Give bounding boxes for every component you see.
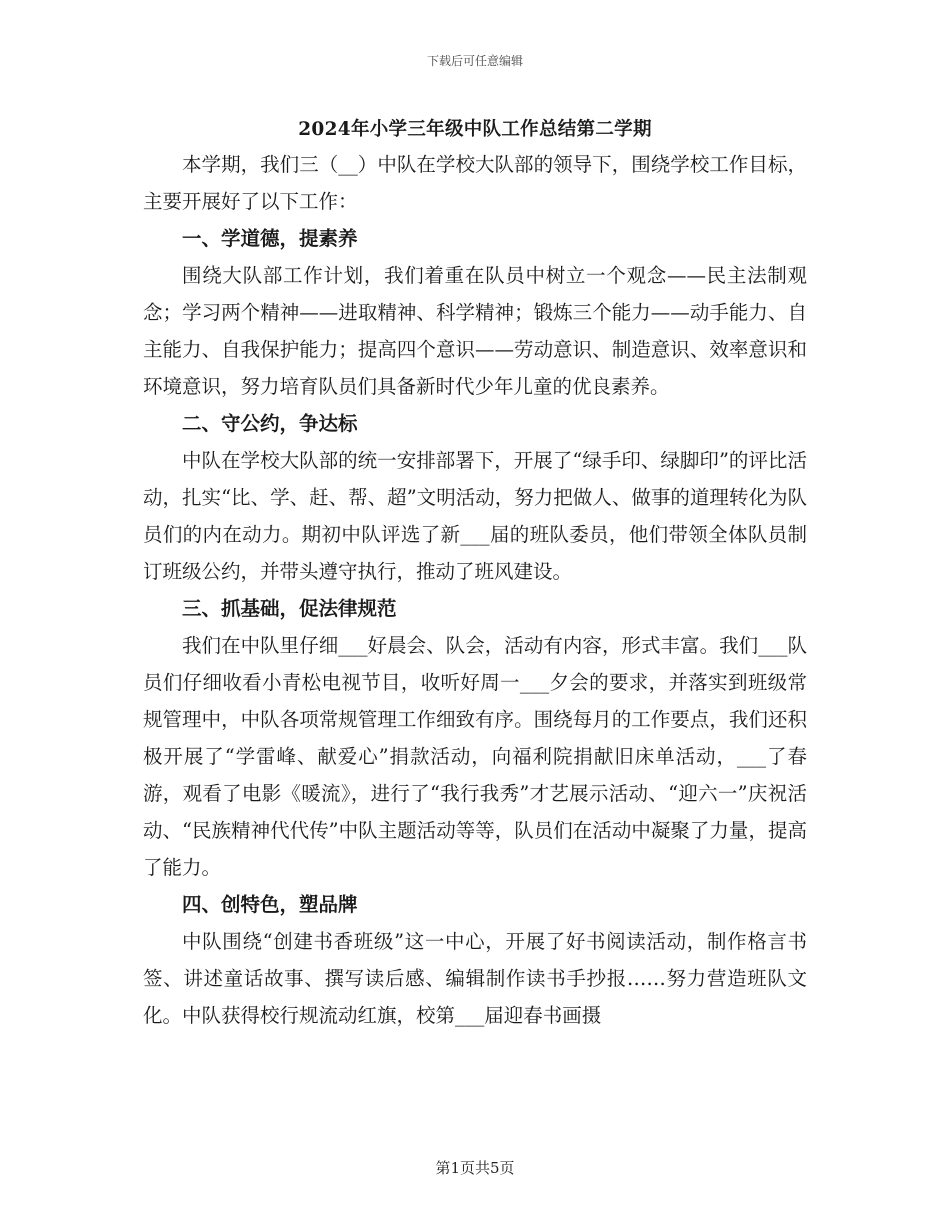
- section-heading-1: 一、学道德，提素养: [182, 227, 358, 250]
- header-note: 下载后可任意编辑: [426, 54, 523, 68]
- page-number: 第1页共5页: [435, 1159, 515, 1177]
- intro-paragraph: 本学期，我们三（__）中队在学校大队部的领导下，围绕学校工作目标，主要开展好了以下工作：: [143, 153, 807, 213]
- document-title: 2024年小学三年级中队工作总结第二学期: [298, 119, 652, 140]
- section-heading-2: 二、守公约，争达标: [182, 412, 358, 435]
- section-text-3: 我们在中队里仔细___好晨会、队会，活动有内容，形式丰富。我们___队员们仔细收看小青松电视节目，收听好周一___夕会的要求，并落实到班级常规管理中，中队各项常规管理工作细致有序。围绕每月的工作要点，我们还积极开展了“学雷峰、献爱心”捐款活动，向福利院捐献旧床单活动，___了春游，观看了电影《暖流》，进行了“我行我秀”才艺展示活动、“迎六一”庆祝活动、“民族精神代代传”中队主题活动等等，队员们在活动中凝聚了力量，提高了能力。: [143, 634, 807, 879]
- section-heading-3: 三、抓基础，促法律规范: [182, 597, 397, 620]
- section-heading-4: 四、创特色，塑品牌: [182, 893, 358, 916]
- section-text-4: 中队围绕“创建书香班级”这一中心，开展了好书阅读活动，制作格言书签、讲述童话故事、撰写读后感、编辑制作读书手抄报……努力营造班队文化。中队获得校行规流动红旗，校第___届迎春书画摄: [143, 930, 807, 1027]
- section-text-2: 中队在学校大队部的统一安排部署下，开展了“绿手印、绿脚印”的评比活动，扎实“比、学、赶、帮、超”文明活动，努力把做人、做事的道理转化为队员们的内在动力。期初中队评选了新___届的班队委员，他们带领全体队员制订班级公约，并带头遵守执行，推动了班风建设。: [143, 449, 807, 583]
- document-body: [143, 146, 807, 1034]
- section-text-1: 围绕大队部工作计划，我们着重在队员中树立一个观念——民主法制观念；学习两个精神——进取精神、科学精神；锻炼三个能力——动手能力、自主能力、自我保护能力；提高四个意识——劳动意识、制造意识、效率意识和环境意识，努力培育队员们具备新时代少年儿童的优良素养。: [143, 264, 807, 398]
